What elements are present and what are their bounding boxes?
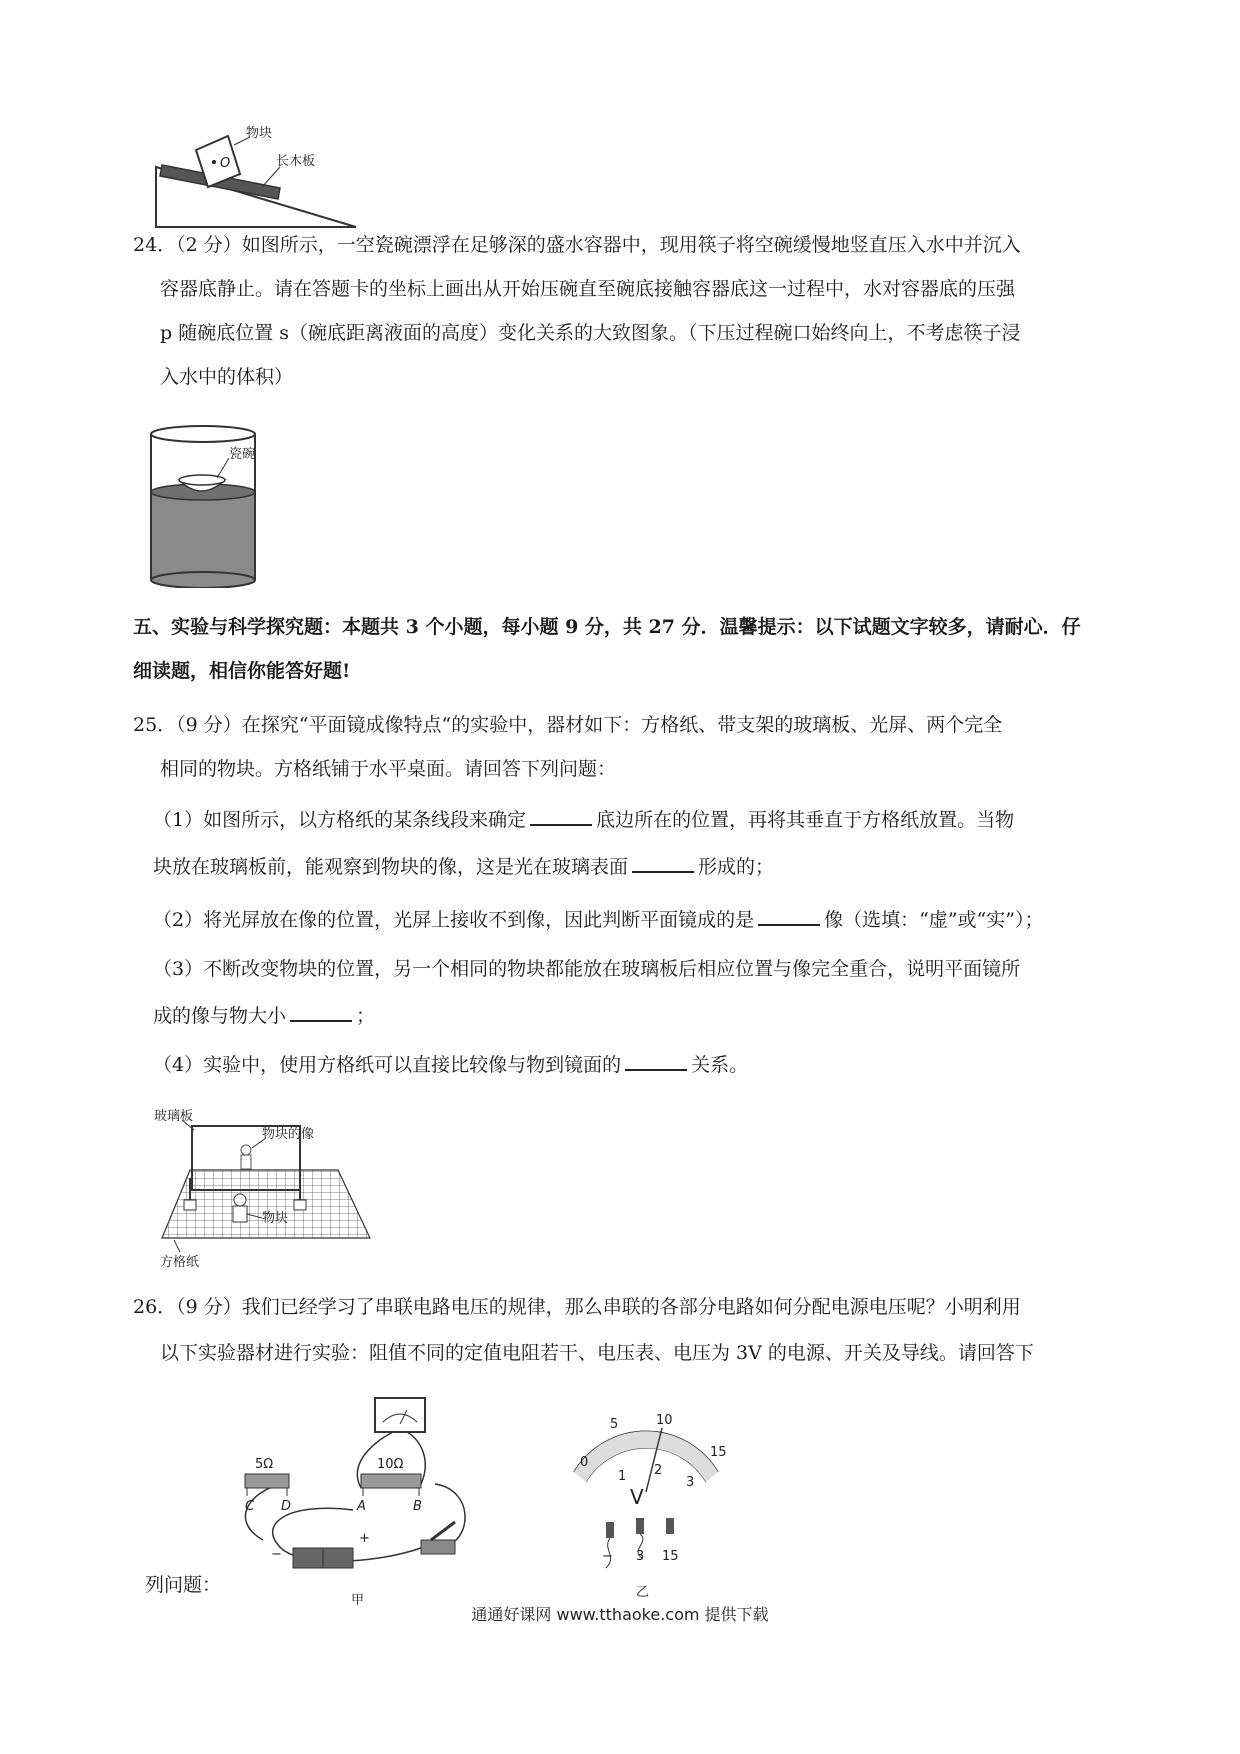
incline-label-point: O — [220, 156, 231, 171]
q25-part4 — [153, 1051, 748, 1078]
q25-part1-line2 — [153, 853, 774, 880]
mirror-label-glass: 玻璃板 — [154, 1109, 194, 1124]
scale-bottom-2: 2 — [654, 1463, 663, 1478]
bowl-container-figure — [145, 418, 265, 588]
q24-line2: 容器底静止。请在答题卡的坐标上画出从开始压碗直至碗底接触容器底这一过程中，水对容器底的压强 — [160, 278, 1016, 300]
q25-line2: 相同的物块。方格纸铺于水平桌面。请回答下列问题： — [160, 758, 617, 780]
mirror-label-block: 物块 — [262, 1211, 289, 1226]
q25-p2b: 像（选填：“虚”或“实”）； — [824, 909, 1044, 931]
circuit-a-label: A — [357, 1499, 366, 1514]
q24-line4: 入水中的体积） — [160, 366, 294, 388]
q25-p2a: （2）将光屏放在像的位置，光屏上接收不到像，因此判断平面镜成的是 — [153, 909, 755, 931]
terminal-3-label: 3 — [636, 1549, 645, 1564]
q25-p1a: （1）如图所示，以方格纸的某条线段来确定 — [153, 809, 527, 831]
q25-p4a: （4）实验中，使用方格纸可以直接比较像与物到镜面的 — [153, 1054, 622, 1076]
q25-part1-line1 — [153, 806, 1014, 833]
scale-top-5: 5 — [610, 1417, 619, 1432]
q25-p3b: 成的像与物大小 — [153, 1005, 287, 1027]
scale-top-15: 15 — [710, 1445, 727, 1460]
q25-part2 — [153, 906, 1043, 933]
q25-p3c: ； — [356, 1005, 376, 1027]
battery-plus-label: + — [359, 1531, 370, 1546]
scale-top-10: 10 — [656, 1413, 673, 1428]
answer-blank-3 — [758, 906, 820, 926]
figure-b-caption: 乙 — [636, 1585, 650, 1600]
terminal-15-label: 15 — [662, 1549, 679, 1564]
circuit-r2-label: 10Ω — [377, 1457, 404, 1472]
scale-bottom-3: 3 — [686, 1475, 695, 1490]
section5-line1: 五、实验与科学探究题：本题共 3 个小题，每小题 9 分，共 27 分．温馨提示：以下试题文字较多，请耐心．仔 — [133, 616, 1081, 638]
answer-blank-2 — [632, 853, 694, 873]
scale-bottom-1: 1 — [618, 1469, 627, 1484]
q25-part3-line2 — [153, 1002, 375, 1029]
voltmeter-figure — [560, 1400, 740, 1600]
q25-p1c: 块放在玻璃板前，能观察到物块的像，这是光在玻璃表面 — [153, 856, 629, 878]
incline-label-board: 长木板 — [276, 154, 316, 169]
q24-line1: 24．（2 分）如图所示，一空瓷碗漂浮在足够深的盛水容器中，现用筷子将空碗缓慢地竖直压入水中并沉入 — [133, 234, 1021, 256]
circuit-figure — [235, 1392, 555, 1607]
circuit-b-label: B — [413, 1499, 422, 1514]
circuit-c-label: C — [245, 1499, 255, 1514]
q26-line1: 26．（9 分）我们已经学习了串联电路电压的规律，那么串联的各部分电路如何分配电源电压呢？小明利用 — [133, 1296, 1021, 1318]
q25-line1: 25．（9 分）在探究“平面镜成像特点“的实验中，器材如下：方格纸、带支架的玻璃板、光屏、两个完全 — [133, 714, 1003, 736]
q24-line3: p 随碗底位置 s（碗底距离液面的高度）变化关系的大致图象。（下压过程碗口始终向上，不考虑筷子浸 — [160, 322, 1021, 344]
incline-figure — [150, 125, 370, 235]
scale-top-0: 0 — [580, 1455, 589, 1470]
q25-p1d: 形成的； — [698, 856, 775, 878]
battery-minus-label: − — [271, 1547, 282, 1562]
voltmeter-unit: V — [630, 1485, 644, 1509]
q26-line2: 以下实验器材进行实验：阻值不同的定值电阻若干、电压表、电压为 3V 的电源、开关及导线。请回答下 — [160, 1342, 1034, 1364]
bowl-label: 瓷碗 — [229, 447, 256, 462]
answer-blank-5 — [625, 1051, 687, 1071]
terminal-minus-label: − — [602, 1549, 613, 1564]
q25-p4b: 关系。 — [691, 1054, 749, 1076]
circuit-d-label: D — [281, 1499, 292, 1514]
q25-part3-line1: （3）不断改变物块的位置，另一个相同的物块都能放在玻璃板后相应位置与像完全重合，说明平面镜所 — [153, 958, 1021, 980]
answer-blank-1 — [530, 806, 592, 826]
figure-a-caption: 甲 — [351, 1593, 365, 1607]
incline-label-block: 物块 — [246, 126, 273, 141]
mirror-label-image: 物块的像 — [262, 1127, 315, 1142]
section5-line2: 细读题，相信你能答好题! — [133, 660, 351, 682]
q26-line3: 列问题： — [145, 1574, 222, 1596]
page-footer: 通通好课网 www.tthaoke.com 提供下载 — [471, 1605, 769, 1624]
mirror-grid-figure — [150, 1108, 400, 1270]
q25-p1b: 底边所在的位置，再将其垂直于方格纸放置。当物 — [596, 809, 1015, 831]
answer-blank-4 — [290, 1002, 352, 1022]
circuit-r1-label: 5Ω — [255, 1457, 274, 1472]
mirror-label-paper: 方格纸 — [160, 1255, 200, 1270]
